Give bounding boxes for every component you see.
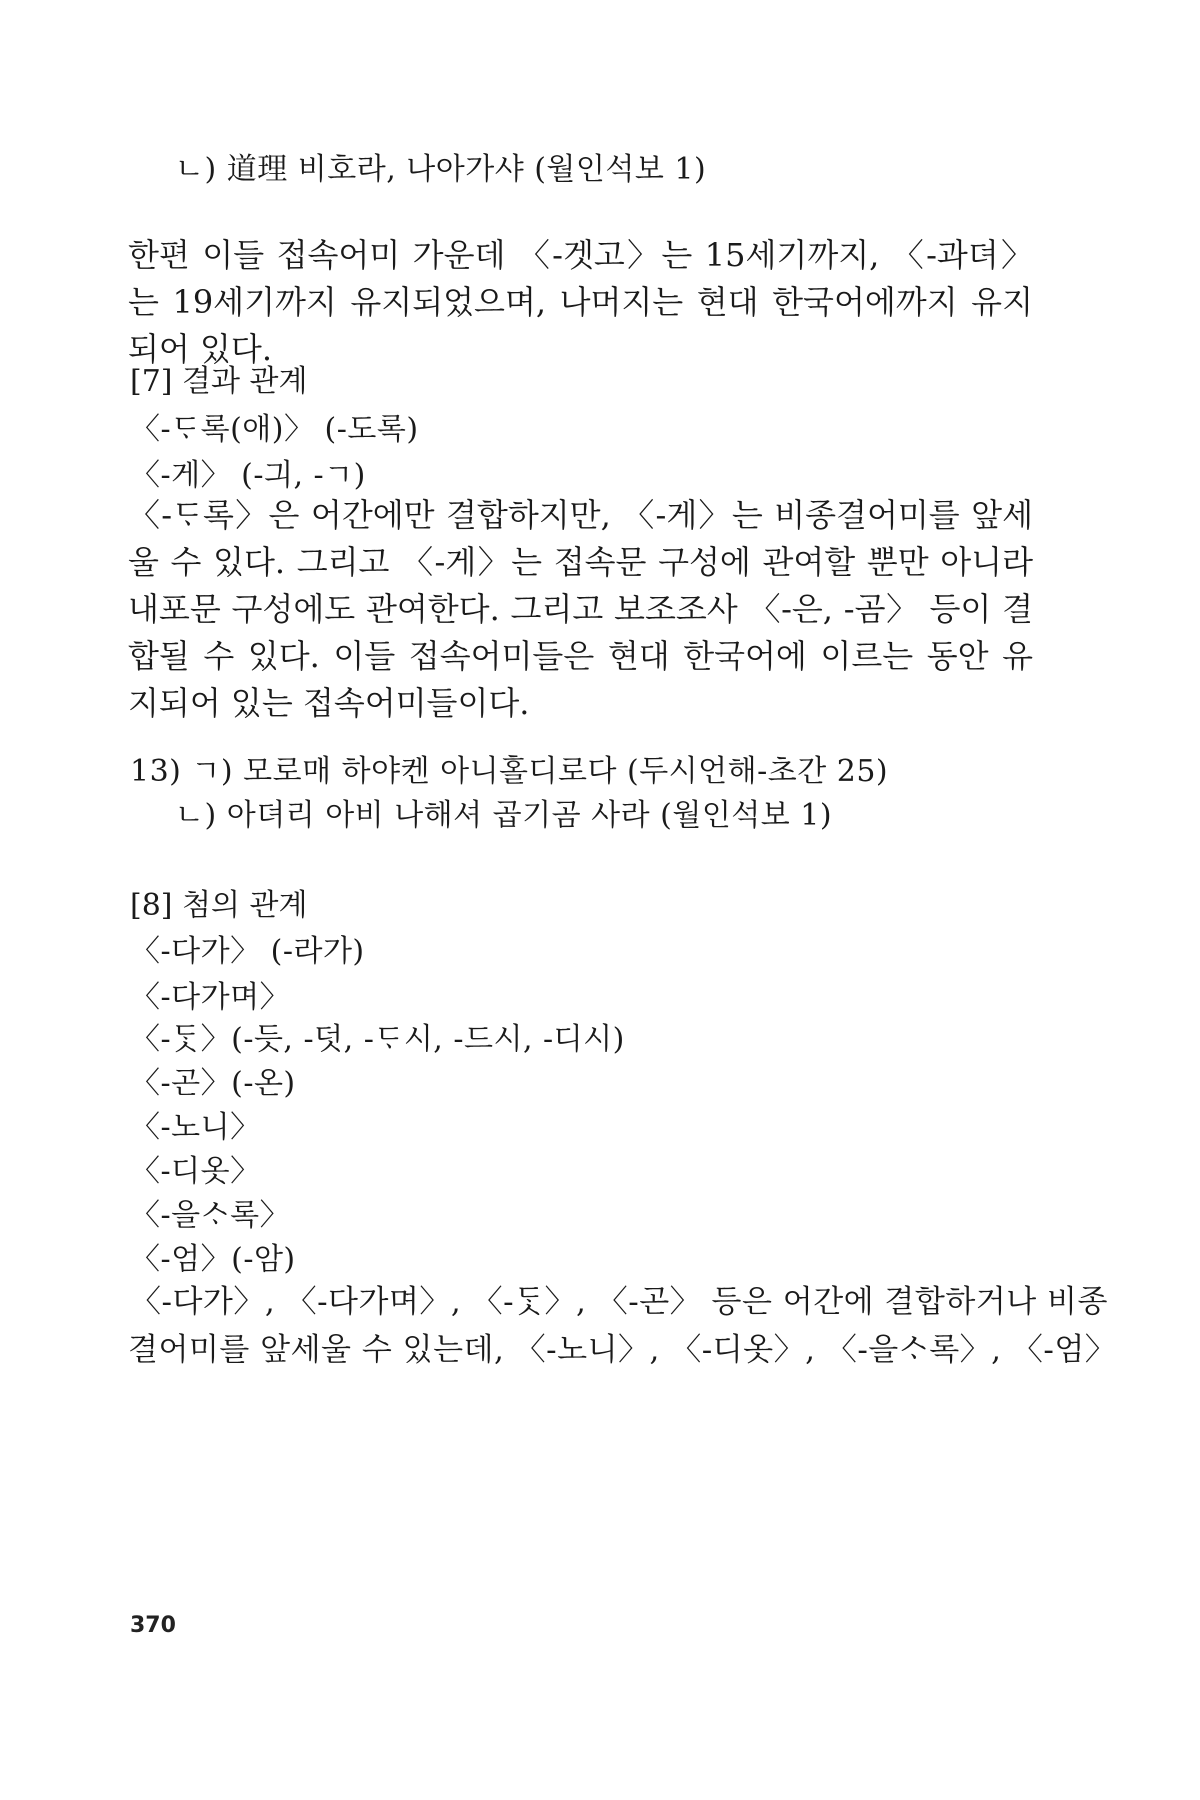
- section-8-form-8: 〈-엄〉(-암): [130, 1242, 296, 1277]
- section-7-paragraph: 〈-ᄃᆞ록〉은 어간에만 결합하지만, 〈-게〉는 비종결어미를 앞세울 수 있다. 그리고 〈-게〉는 접속문 구성에 관여할 뿐만 아니라 내포문 구성에도 관여한다. 그리고 보조조사 〈-은, -곰〉 등이 결합될 수 있다. 이들 접속어미들은 현대 한국어에 이르는 동안 유지되어 있는 접속어미들이다.: [128, 496, 1033, 722]
- section-8-paragraph-line-2: 결어미를 앞세울 수 있는데, 〈-노니〉, 〈-디옷〉, 〈-을ᄉᆞ록〉, 〈-엄〉: [128, 1332, 1117, 1368]
- section-8-form-6: 〈-디옷〉: [130, 1154, 261, 1189]
- section-8-form-1: 〈-다가〉 (-라가): [130, 934, 365, 969]
- section-8-form-4: 〈-곤〉(-온): [130, 1066, 296, 1101]
- section-8-form-2: 〈-다가며〉: [130, 980, 291, 1015]
- section-8-form-5: 〈-노니〉: [130, 1110, 261, 1145]
- example-13b: ㄴ) 아뎌리 아비 나해셔 곱기곰 사라 (월인석보 1): [175, 798, 833, 833]
- section-7-form-2: 〈-게〉 (-긔, -ㄱ): [130, 458, 366, 493]
- paragraph-intro: 한편 이들 접속어미 가운데 〈-겟고〉는 15세기까지, 〈-과뎌〉는 19세기까지 유지되었으며, 나머지는 현대 한국어에까지 유지되어 있다.: [128, 236, 1033, 368]
- page-number: 370: [130, 1613, 176, 1638]
- section-7-heading: [7] 결과 관계: [130, 364, 308, 399]
- section-8-form-3: 〈-ᄃᆞᆺ〉(-듯, -덧, -ᄃᆞ시, -드시, -디시): [130, 1022, 625, 1057]
- example-13a: 13) ㄱ) 모로매 하야켄 아니홀디로다 (두시언해-초간 25): [130, 754, 889, 789]
- section-7-form-1: 〈-ᄃᆞ록(애)〉 (-도록): [130, 412, 419, 447]
- example-line-top: ㄴ) 道理 비호라, 나아가샤 (월인석보 1): [175, 152, 707, 187]
- section-8-heading: [8] 첨의 관계: [130, 888, 308, 923]
- section-8-form-7: 〈-을ᄉᆞ록〉: [130, 1198, 291, 1233]
- section-8-paragraph-line-1: 〈-다가〉, 〈-다가며〉, 〈-ᄃᆞᆺ〉, 〈-곤〉 등은 어간에 결합하거나 비종: [130, 1284, 1108, 1320]
